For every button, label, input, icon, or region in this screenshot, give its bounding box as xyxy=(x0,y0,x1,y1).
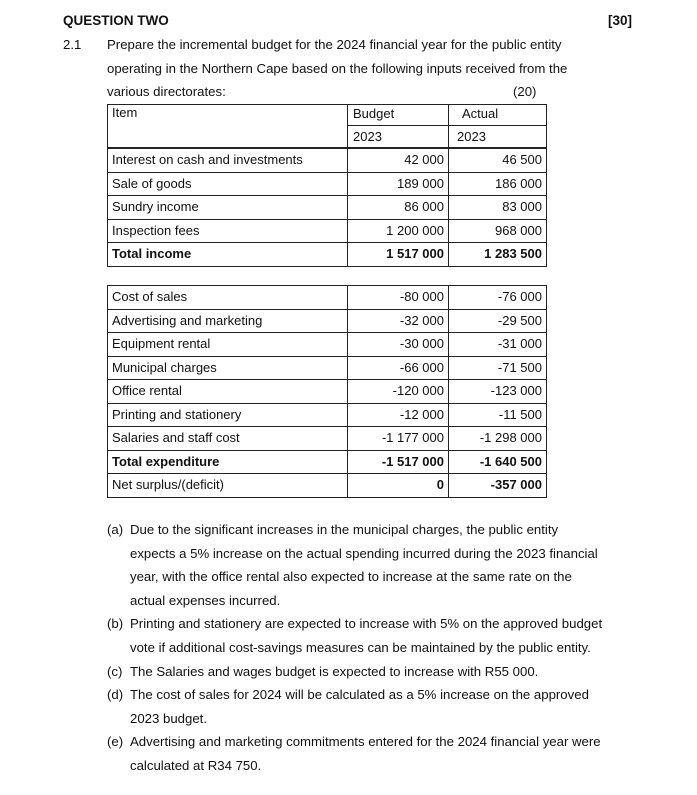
note-label: (b) xyxy=(107,616,124,631)
table-row-budget: 1 200 000 xyxy=(386,223,444,238)
table-row-actual: 1 283 500 xyxy=(484,246,542,261)
table-row-item: Sale of goods xyxy=(112,176,192,191)
header-budget: Budget xyxy=(353,106,395,121)
header-item-cell xyxy=(107,104,348,148)
table-row-item: Equipment rental xyxy=(112,336,211,351)
table-row-budget: -30 000 xyxy=(399,336,444,351)
table-row-actual: -11 500 xyxy=(498,407,542,422)
note-label: (d) xyxy=(107,687,124,702)
table-row-item: Salaries and staff cost xyxy=(112,430,240,445)
table-row-actual: 186 000 xyxy=(495,176,542,191)
note-line: Due to the significant increases in the municipal charges, the public entity xyxy=(130,522,559,537)
note-line: 2023 budget. xyxy=(130,711,208,726)
table-row-actual: -31 000 xyxy=(497,336,542,351)
table-row-budget: -1 517 000 xyxy=(381,454,444,469)
table-row-actual: 968 000 xyxy=(495,223,542,238)
table-row-item: Office rental xyxy=(112,383,182,398)
header-item: Item xyxy=(112,105,138,120)
note-label: (a) xyxy=(107,522,124,537)
table-row-actual: -357 000 xyxy=(490,477,542,492)
table-row-budget: -80 000 xyxy=(399,289,444,304)
table-row-budget: -66 000 xyxy=(399,360,444,375)
note-label: (e) xyxy=(107,734,124,749)
table-row-actual: -29 500 xyxy=(497,313,542,328)
note-line: Printing and stationery are expected to increase with 5% on the approved budget xyxy=(130,616,603,631)
question-number: 2.1 xyxy=(63,37,82,52)
table-row-budget: -1 177 000 xyxy=(381,430,444,445)
table-row-actual: -123 000 xyxy=(490,383,542,398)
question-line-3: various directorates: xyxy=(107,84,226,99)
table-row-actual: 46 500 xyxy=(502,152,542,167)
table-row-actual: -76 000 xyxy=(497,289,542,304)
note-label: (c) xyxy=(107,664,123,679)
note-line: Advertising and marketing commitments entered for the 2024 financial year were xyxy=(130,734,601,749)
table-row-budget: 86 000 xyxy=(404,199,444,214)
question-total-marks: [30] xyxy=(608,13,633,28)
table-row-budget: 0 xyxy=(436,477,444,492)
table-row-item: Interest on cash and investments xyxy=(112,152,303,167)
note-line: actual expenses incurred. xyxy=(130,593,281,608)
header-budget-year: 2023 xyxy=(353,129,382,144)
table-row-item: Total expenditure xyxy=(112,454,220,469)
table-row-item: Inspection fees xyxy=(112,223,200,238)
note-line: expects a 5% increase on the actual spending incurred during the 2023 financial xyxy=(130,546,598,561)
note-line: The Salaries and wages budget is expected to increase with R55 000. xyxy=(130,664,539,679)
header-actual-year: 2023 xyxy=(457,129,486,144)
table-row-item: Sundry income xyxy=(112,199,199,214)
header-actual: Actual xyxy=(462,106,499,121)
table-row-actual: 83 000 xyxy=(502,199,542,214)
table-row-item: Municipal charges xyxy=(112,360,217,375)
table-row-budget: -120 000 xyxy=(392,383,444,398)
note-line: calculated at R34 750. xyxy=(130,758,262,773)
table-row-actual: -1 298 000 xyxy=(479,430,542,445)
table-row-actual: -71 500 xyxy=(497,360,542,375)
question-line-1: Prepare the incremental budget for the 2024 financial year for the public entity xyxy=(107,37,562,52)
question-title: QUESTION TWO xyxy=(63,13,169,28)
table-row-item: Printing and stationery xyxy=(112,407,242,422)
table-row-actual: -1 640 500 xyxy=(479,454,542,469)
table-row-item: Cost of sales xyxy=(112,289,188,304)
question-line-2: operating in the Northern Cape based on the following inputs received from the xyxy=(107,61,568,76)
table-row-item: Net surplus/(deficit) xyxy=(112,477,224,492)
table-row-budget: 42 000 xyxy=(404,152,444,167)
note-line: vote if additional cost-savings measures can be maintained by the public entity. xyxy=(130,640,591,655)
table-row-item: Advertising and marketing xyxy=(112,313,263,328)
table-row-item: Total income xyxy=(112,246,192,261)
note-line: year, with the office rental also expected to increase at the same rate on the xyxy=(130,569,572,584)
table-row-budget: 189 000 xyxy=(397,176,444,191)
table-row-budget-cell xyxy=(347,473,449,498)
note-line: The cost of sales for 2024 will be calculated as a 5% increase on the approved xyxy=(130,687,589,702)
table-row-budget: 1 517 000 xyxy=(386,246,444,261)
table-row-budget: -12 000 xyxy=(399,407,444,422)
question-marks: (20) xyxy=(513,84,537,99)
table-row-budget: -32 000 xyxy=(399,313,444,328)
